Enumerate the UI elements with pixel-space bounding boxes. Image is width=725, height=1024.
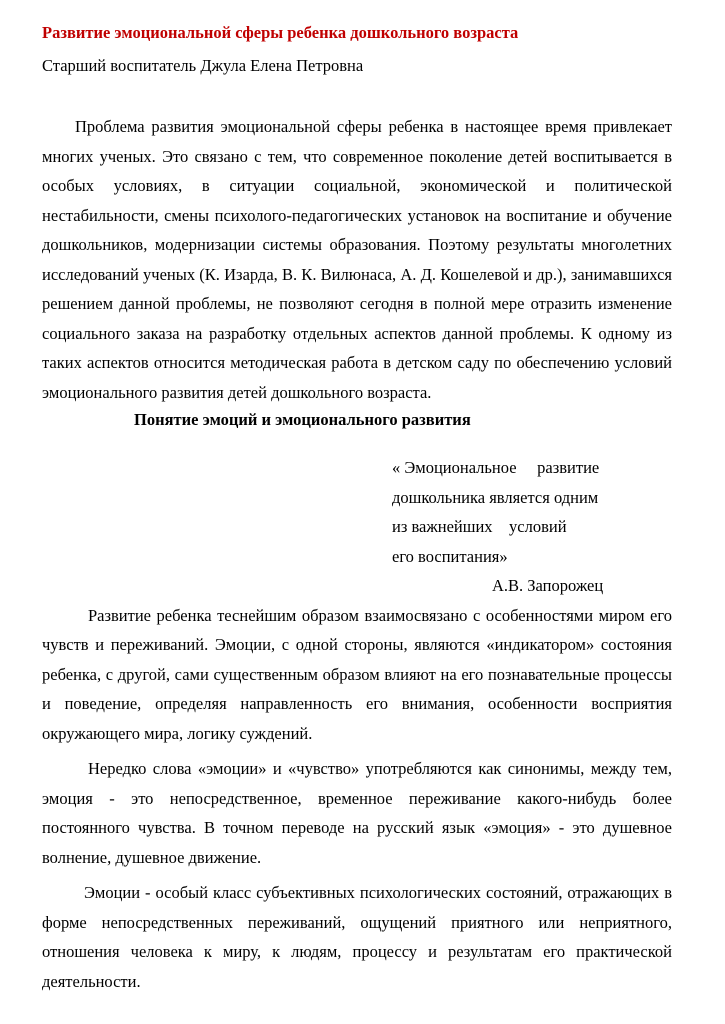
epigraph-line: его воспитания» (392, 546, 508, 566)
epigraph-line: дошкольника является одним (392, 487, 599, 507)
epigraph (392, 453, 632, 571)
epigraph-line: из важнейших условий (392, 517, 567, 536)
body-paragraph: Развитие ребенка теснейшим образом взаимосвязано с особенностями миром его чувств и переживаний. Эмоции, с одной стороны, являются «индикатором» состояния ребенка, с другой, сами существенным образом влияют на его познавательные процессы и поведение, определяя направленность его внимания, особенности восприятия окружающего мира, логику суждений. (42, 605, 672, 743)
body-paragraph: Эмоции - особый класс субъективных психологических состояний, отражающих в форме непосредственных переживаний, ощущений приятного или неприятного, отношения человека к миру, к людям, процессу и результатам его практической деятельности. (42, 883, 672, 991)
epigraph-author: А.В. Запорожец (492, 576, 604, 595)
body-paragraph: Нередко слова «эмоции» и «чувство» употребляются как синонимы, между тем, эмоция - это непосредственное, временное переживание какого-нибудь более постоянного чувства. В точном переводе на русский язык «эмоция» - это душевное волнение, душевное движение. (42, 759, 672, 867)
section-heading: Понятие эмоций и эмоционального развития (134, 410, 471, 429)
document-title: Развитие эмоциональной сферы ребенка дошкольного возраста (42, 23, 519, 42)
intro-paragraph: Проблема развития эмоциональной сферы ребенка в настоящее время привлекает многих ученых. Это связано с тем, что современное поколение детей воспитывается в особых условиях, в ситуации социальной, экономической и политической нестабильности, смены психолого-педагогических установок на воспитание и обучение дошкольников, модернизации системы образования. Поэтому результаты многолетних исследований ученых (К. Изарда, В. К. Вилюнаса, А. Д. Кошелевой и др.), занимавшихся решением данной проблемы, не позволяют сегодня в полной мере отразить изменение социального заказа на разработку отдельных аспектов данной проблемы. К одному из таких аспектов относится методическая работа в детском саду по обеспечению условий эмоционального развития детей дошкольного возраста. (42, 117, 672, 402)
document-page (42, 22, 672, 996)
author-line: Старший воспитатель Джула Елена Петровна (42, 56, 364, 75)
epigraph-line: « Эмоциональное развитие (392, 458, 600, 477)
